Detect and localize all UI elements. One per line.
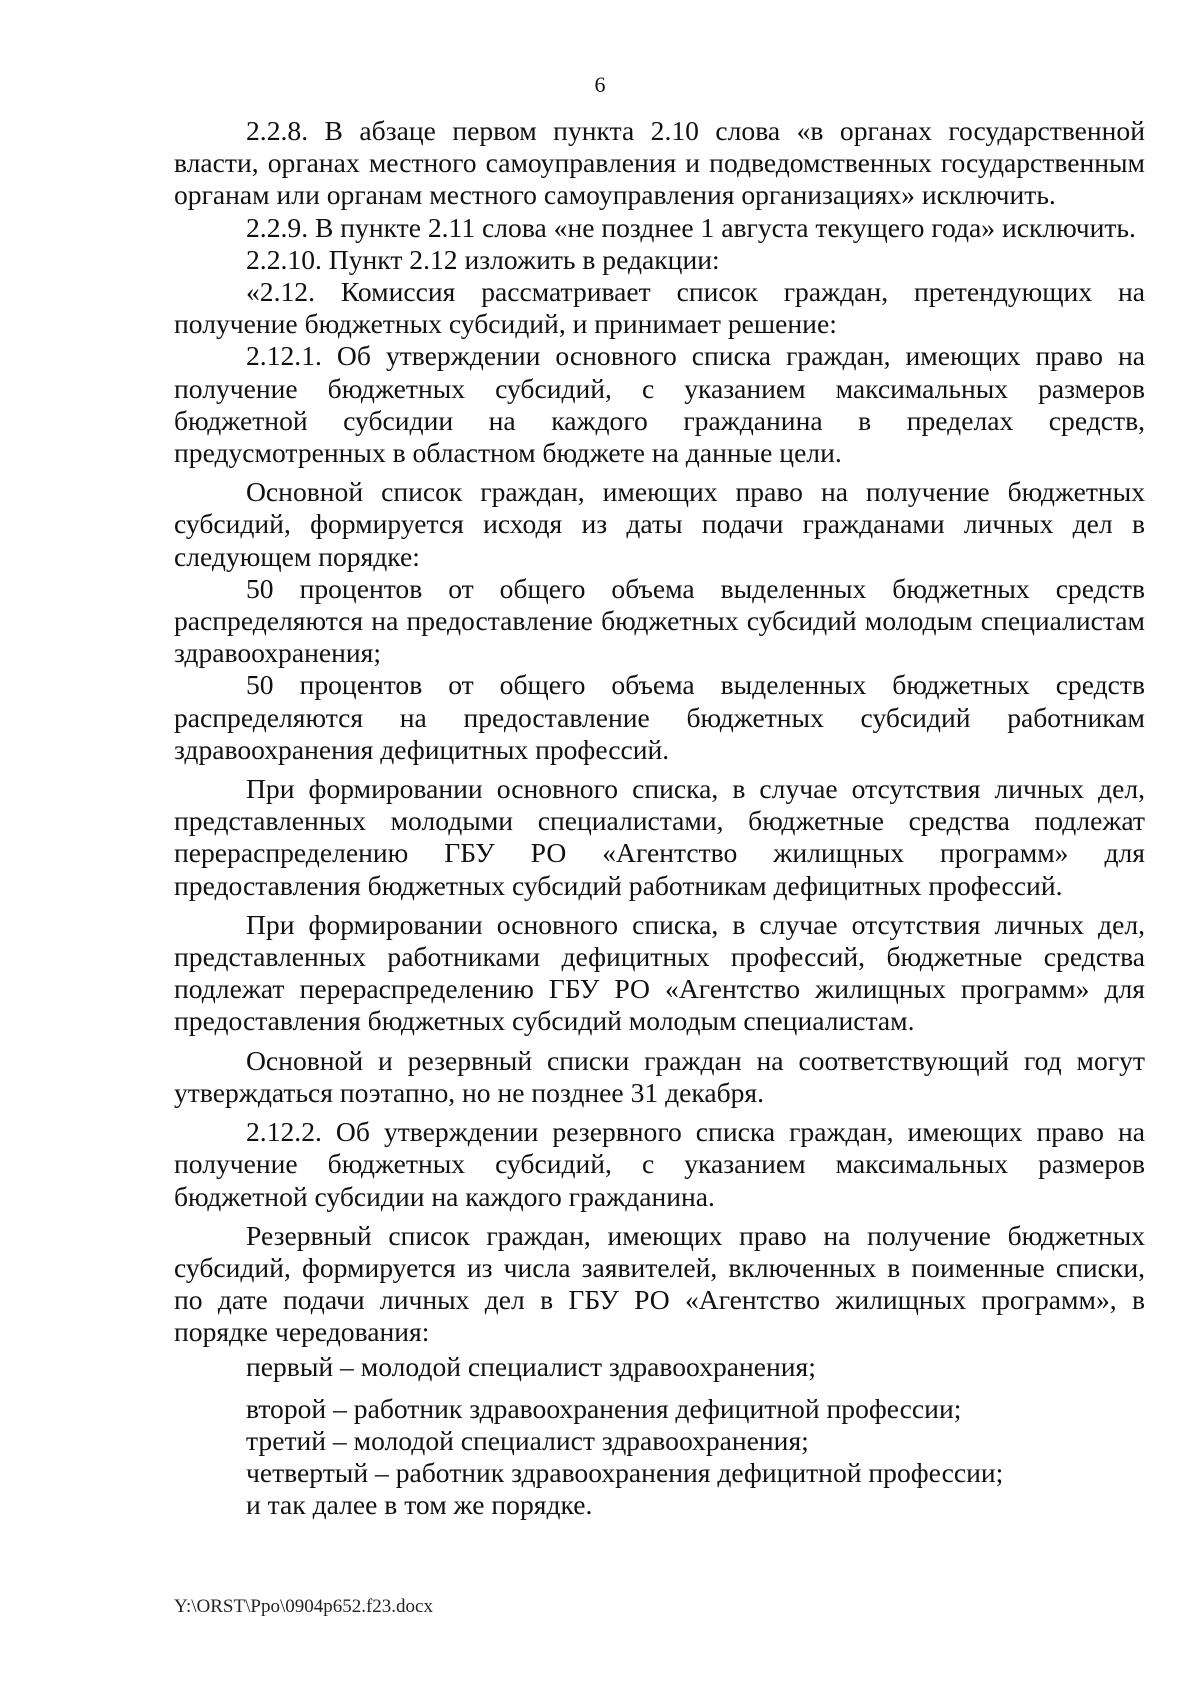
order-list-item-2: второй – работник здравоохранения дефицитной профессии;: [246, 1392, 962, 1424]
order-list-item-5: и так далее в том же порядке.: [246, 1489, 593, 1521]
paragraph-2-2-8: 2.2.8. В абзаце первом пункта 2.10 слова «в органах государственной власти, органах местного самоуправления и подведомственных государственным органам или органам местного самоуправления организациях» исключить.: [174, 115, 1145, 211]
order-list-item-1: первый – молодой специалист здравоохранения;: [246, 1350, 816, 1382]
footer-file-path: Y:\ORST\Ppo\0904p652.f23.docx: [174, 1596, 433, 1617]
paragraph-2-2-9: 2.2.9. В пункте 2.11 слова «не позднее 1 августа текущего года» исключить.: [246, 211, 1136, 243]
page-number: 6: [594, 72, 606, 97]
paragraph-2-12-2: 2.12.2. Об утверждении резервного списка граждан, имеющих право на получение бюджетных субсидий, с указанием максимальных размеров бюджетной субсидии на каждого гражданина.: [174, 1116, 1145, 1212]
paragraph-redistribution-deficit: При формировании основного списка, в случае отсутствия личных дел, представленных работниками дефицитных профессий, бюджетные средства подлежат перераспределению ГБУ РО «Агентство жилищных программ» для предоставления бюджетных субсидий молодым специалистам.: [174, 908, 1145, 1037]
paragraph-2-12-1: 2.12.1. Об утверждении основного списка граждан, имеющих право на получение бюджетных субсидий, с указанием максимальных размеров бюджетной субсидии на каждого гражданина в пределах средств, предусмотренных в областном бюджете на данные цели.: [174, 340, 1145, 469]
paragraph-2-12: «2.12. Комиссия рассматривает список граждан, претендующих на получение бюджетных субсидий, и принимает решение:: [174, 276, 1145, 340]
paragraph-reserve-list-order: Резервный список граждан, имеющих право на получение бюджетных субсидий, формируется из числа заявителей, включенных в поименные списки, по дате подачи личных дел в ГБУ РО «Агентство жилищных программ», в порядке чередования:: [174, 1219, 1145, 1348]
order-list-item-3: третий – молодой специалист здравоохранения;: [246, 1424, 809, 1456]
paragraph-lists-approval-deadline: Основной и резервный списки граждан на соответствующий год могут утверждаться поэтапно, но не позднее 31 декабря.: [174, 1044, 1145, 1108]
paragraph-main-list-order: Основной список граждан, имеющих право на получение бюджетных субсидий, формируется исходя из даты подачи гражданами личных дел в следующем порядке:: [174, 476, 1145, 572]
paragraph-young-specialists-share: 50 процентов от общего объема выделенных бюджетных средств распределяются на предоставление бюджетных субсидий молодым специалистам здравоохранения;: [174, 572, 1145, 669]
paragraph-2-2-10: 2.2.10. Пункт 2.12 изложить в редакции:: [246, 243, 720, 275]
document-body: [174, 115, 1145, 1522]
order-list-item-4: четвертый – работник здравоохранения дефицитной профессии;: [246, 1457, 1004, 1489]
paragraph-deficit-professions-share: 50 процентов от общего объема выделенных бюджетных средств распределяются на предоставление бюджетных субсидий работникам здравоохранения дефицитных профессий.: [174, 669, 1145, 765]
paragraph-redistribution-young: При формировании основного списка, в случае отсутствия личных дел, представленных молодыми специалистами, бюджетные средства подлежат перераспределению ГБУ РО «Агентство жилищных программ» для предоставления бюджетных субсидий работникам дефицитных профессий.: [174, 773, 1145, 901]
